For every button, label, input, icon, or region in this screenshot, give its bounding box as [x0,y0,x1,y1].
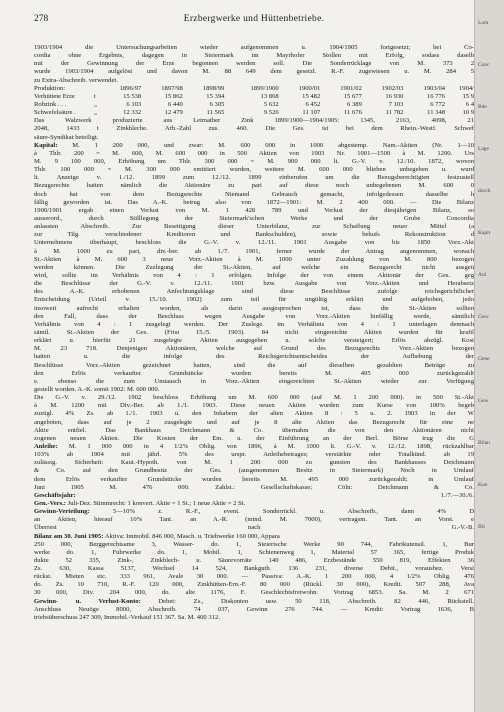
text-line: 30 000, Div. 204 000, do. alte 1176, F. Geschlechtsfreiwohn. Vortrag 6853. Sa. M. 2 671 [34,589,474,597]
year-cell: 1901/02 [340,84,362,92]
text-line: zu Extra-Abschreib. verwendet. [34,76,118,84]
value-cell: 6 440 [167,101,183,109]
value-cell: 15 394 [206,92,225,100]
text-line: dukte 52 335, Zink-, Zinkblech- u. Säurevorräte 140 486, Erzbestände 550 819, Effekten 36 [34,556,474,564]
text-line: die Beschlüsse der G.-V. v. 12./11. 1901 bzw. Ausgabe von Vorz.-Aktien und Herabsetz [34,280,474,288]
edge-fragment: Bilan [478,440,490,446]
year-cell: 1902/03 [381,84,404,92]
value-cell: 11 676 [343,109,362,117]
value-cell: 11 348 [427,109,446,117]
text-line: Die G.-V. v. 29./12. 1902 beschloss Erhöhung um M. 600 000 (auf M. 1 200 000). in 500 St.-Akt [34,394,474,402]
value-cell: 11 107 [302,109,321,117]
text-line: cordia ohne Ergebnis, dagegen in Steiermark im Mayrhofer Stollen mit Erfolg, sodass daselb [34,52,474,60]
text-line: Gewinn- u. Verlust-Konto: Debet: Zs., Diskonten usw. 50 118, Abschreib. 82 446, Rückstell. [34,597,474,605]
edge-fragment: durch [478,188,491,194]
text-line: fällig geworden ist. Das A.-K. betrug also von 1872—1901: M. 2 400 000. — Die Bilanz [34,198,474,206]
text-line: Kapital: M. 1 200 000, und zwar: M. 600 000 in 1000 abgestemp. Nam.-Aktien (Nr. 1—10 [34,141,474,149]
year-cell: 1897/98 [161,84,183,92]
text-line: den Fall, dass der Beschluss wegen Ausgabe von Vorz.-Aktien hinfällig werde, sämtlich [34,312,474,320]
text-line: zogenen neuen Aktien. Die Kosten der Em. u. der Einführung an der Berl. Börse trug die G [34,434,474,442]
text-line: Aktie entfiel. Das Bankhaus Deichmann & Co. übernahm die von den Aktionären nicht [34,426,474,434]
value-cell: 5 632 [263,101,279,109]
row-unit: „ [94,101,97,109]
row-label: Rohzink . . . [34,101,67,109]
text-line: e. ebenso die zum Umtausch in Vorz.-Aktien eingereichten St.-Aktien wieder zur Verfügung [34,377,474,385]
text-line: gestellt worden. A.-K. somit 1902: M. 600 000. [34,385,160,393]
production-row [34,109,474,117]
page-number: 278 [34,14,49,24]
text-line: Thlr. 100 000 = M. 300 000 emittiert wurden, weitere M. 600 000 blieben unbegeben u. wurd [34,166,474,174]
text-line: an Aktien, hierauf 10% Tant. an A.-R. (mind. M. 7000), vertragsm. Tant. an Vorst. e [34,516,474,524]
text-line: 103% ab 1904 mit jährl. 5% des urspr. Anleihebetrages; verstärkte oder Totalkünd. ab 19 [34,451,474,459]
value-cell: 13 868 [260,92,279,100]
edge-fragment: Anl [478,272,487,278]
text-line: 1903/1904 die Untersuchungsarbeiten wieder aufgenommen u. 1904/1905 fortgesetzt; bei Co- [34,44,474,51]
year-cell: 1896/97 [119,84,142,92]
text-line: angeboten, dass auf je 2 zusgelegte und auf je 8 alte Aktien das Bezugsrecht für eine ne [34,418,474,426]
edge-fragment: Gesc [478,314,489,320]
main-text [34,117,474,622]
value-cell: 12 332 [123,109,142,117]
text-line: Unternehmens überhaupt, beschloss die G.-V. v. 12./11. 1901 Ausgabe von bis 1850 Vorz.-Akt [34,239,474,247]
intro-paragraph [34,44,474,85]
text-line: Verhältnis von 4 : 1 zusgelegt werden. Der Zuslege. im Verhältnis von 4 : 1 unterlagen demnach [34,320,474,328]
edge-fragment: Gene [478,356,490,362]
edge-fragment: Bde [478,104,487,110]
text-line: Entscheidung (Urteil v. 15./10. 1902) zum teil für ungültig erklärt und aufgehoben, jedo [34,296,474,304]
text-line: 1900/1901 ergab einen Verlust von M. 1 428 789 und Verlust der diesjährigen Bilanz, so [34,206,474,214]
text-line: doch hat von dem Bezugsrechte Niemand Gebrauch gemacht, infolgedessen dasselbe h [34,190,474,198]
edge-fragment: Bil [478,524,485,530]
production-table [34,85,474,118]
row-unit: „ [94,109,97,117]
value-cell: 10 9 [462,109,474,117]
value-cell: 6 4 [465,101,474,109]
text-line: Bilanz am 30. Juni 1905: Aktiva: Immobil. 846 000, Masch. u. Triebwerke 160 000, Appara [34,532,280,540]
value-cell: 6 389 [347,101,362,109]
text-line: sämtl. St.-Aktien der Ges. (Frist 15./5. 1903). 84 nicht eingereichte Aktien wurden für kraftl [34,328,474,336]
production-header-row [34,85,474,93]
value-cell: 11 565 [206,109,225,117]
text-line: zulässig. Sicherheit: Kaut.-Hypoth. von M. 1 200 000 zu gunsten des Bankhauses Deichmann [34,459,474,467]
text-line: rückst. Mieten etc. 333 961, Avale 30 000. — Passiva: A.-K. 1 200 000, 4 1/2% Oblig. 476 [34,573,474,581]
value-cell: 9 526 [263,109,279,117]
text-line: Anschluss Neuöge 8000, Abschreib. 74 037, Gewinn 276 744. — Kredit: Vortrag 1636, B [34,605,474,613]
adjacent-page-edge [474,0,504,712]
value-cell: 15 538 [123,92,142,100]
production-row [34,101,474,109]
text-line: insoweit aufrecht erhalten worden, als darin ausgesprochen ist, dass die St.-Aktien sollten [34,304,474,312]
text-line: 250 000, Berggerechtsame 3, Wasser- do. 1, Steierische Werke 90 744, Fabrikutensil. 1, Bur [34,540,474,548]
value-cell: 12 479 [164,109,183,117]
row-label: Schwefelsäure . [34,109,76,117]
text-line: à M. 1200 mit Div.-Ber. ab 1./1. 1903. Diese neuen Aktien wurden zum Kurse von 100% begeb [34,402,474,410]
text-line: werden können. Die Zuzlegung der St.-Aktien, auf welche ein Bezugsrecht nicht ausgeü [34,263,474,271]
page-body [34,44,474,622]
text-line: Überrest nach G.-V.-B. [34,524,474,532]
text-line: Gen.-Vers.: Juli-Dez. Stimmrecht: 1 konvert. Aktie = 1 St.; 1 neue Aktie = 2 St. [34,499,246,507]
text-line: St.-Aktien à M. 600 3 neue Vorz.-Aktien à M. 1000 unter Zuzahlung von M. 800 bezogen [34,255,474,263]
value-cell: 15 9 [462,92,474,100]
text-line: Gewinn-Verteilung: 5—10% z. R.-F., event. Sonderrückl. u. Abschreib., dann 4% D [34,508,474,516]
text-line: zur Tilg. verschiedener Kreditoren und Bankschulden), sowie behufs Rekonstruktion d [34,231,474,239]
value-cell: 16 776 [426,92,446,100]
year-cell: 1900/01 [298,84,321,92]
edge-fragment: Kun [478,482,488,488]
row-label: Verhüttete Erze [34,92,75,100]
page-header [34,14,474,28]
year-cell: 1899/1900 [250,84,279,92]
running-title: Erzbergwerke und Hüttenbetriebe. [183,14,325,24]
text-line: Bezugsrechte hatten nämlich die Aktionäre zu pari auf diese noch unbegebenen M. 600 0 [34,182,474,190]
text-line: Das Walzwerk produzierte aus Letmather Zink 1899/1900—1904/1905: 1345, 2163, 4098, 21 [34,117,474,125]
year-cell: 1903/04 [423,84,446,92]
production-row [34,93,474,101]
value-cell: 6 772 [430,101,446,109]
edge-fragment: Lom [478,20,489,26]
year-cell: 1904/ [458,84,474,92]
row-unit: t [94,92,96,100]
value-cell: 7 103 [388,101,404,109]
text-line: Zs. 630, Kassa 5137, Wechsel 14 524, Bankguth. 136 231, diverse Debit., vorausbez. Versi [34,565,474,573]
text-line: à M. 1000 zu pari, div.-ber. ab 1./7. 1901, ferner wurde der Antrag angenommen, wonach [34,247,474,255]
text-line: ausserord., durch Stilllegung der Steiermark'schen Werke und der Grube Concordia [34,215,474,223]
value-cell: 15 482 [302,92,321,100]
text-line: lt. Anzeige v. 1./12. 1899 zum 12./12. 1899 einberufen um die Bezugsberechtigten festzustell [34,174,474,182]
text-line: Juni 1905 M. 476 000. Zahlst.: Gesellschaftskasse; Cöln: Deichmann & Co. [34,483,474,491]
text-line: mit der Gewinnung der Erze begonnen werden soll. Die Sonderrücklage von M. 373 2 [34,60,474,68]
text-line: anlassten Abschreib. Zur Beseitigung dieser Unterbilanz, zur Schaffung neuer Mittel (a [34,223,474,231]
text-line: Geschäftsjahr: 1./7.—30./6. [34,491,474,499]
edge-fragment: Conc [478,62,490,68]
text-line: M. 9 100 000, Erhöhung um Thlr. 300 000 = M. 900 000 lt. G.-V. v. 12./10. 1872, wovon [34,158,474,166]
text-line: den Erlös verkaufter Grundstücke wurden bereits M. 495 000 zurückgezahlt [34,369,474,377]
production-label: Produktion: [34,84,66,92]
edge-fragment: Kapit [478,230,491,236]
text-line: Beschlüsse Vorz.-Aktien gezeichnet hatten, sind die auf dieselben gezahlten Beträge zu [34,361,474,369]
text-line: wird, sollte im Verhältnis von 4 : 1 erfolgen. Infolge der von einem Aktionär der Ges. geg [34,272,474,279]
text-line: M. 23 718. Denjenigen Aktionären, welche auf Grund des Bezugsrechts Vorz.-Aktien bezogen [34,345,474,353]
text-line: Anleihe: M. 1 000 000 in 4 1/2% Oblig. von 1896, à M. 1000 lt. G.-V. v. 12./12. 1898, rückzahlbar [34,442,474,450]
text-line: à Thlr. 200 = M. 600, M. 600 000 in 500 Aktien von 1903 Nr. 1001—1500 à M. 1200. Urs [34,149,474,157]
value-cell: 16 930 [385,92,404,100]
value-cell: 6 103 [126,101,142,109]
text-line: wurde 1903/1904 aufgelöst und davon M. 88 649 dem gesetzl. R.-F. zugewiesen u. M. 284 5 [34,68,474,76]
text-line: triebsüberschuss 247 309, Immobil.-Verkauf 151 367. Sa. M. 400 312. [34,613,220,621]
value-cell: 11 782 [385,109,404,117]
edge-fragment: Gew [478,398,489,404]
value-cell: 6 452 [305,101,321,109]
text-line: do. Zs. 10 710, R.-F. 120 000, Zinkhütten-Ern.-F. 80 000 (Rückl. 30 000), Kredit. 507 288, Ava [34,581,474,589]
text-line: hatten u. die infolge des Reichsgerichtsentscheides der Aufhebung der [34,353,474,361]
value-cell: 15 862 [164,92,183,100]
text-line: zuzügl. 4% Zs. ab 1./1. 1903 u. den Inhabern der alten Aktien 8 : 5 u. 2. 1903 in der W [34,410,474,418]
text-line: dem Erlös verkaufter Grundstücke wurden bereits M. 495 000 zurückgezahlt; in Umlauf [34,475,474,483]
text-line: & Co. auf den Grundbesitz der Ges. (ausgenommen Besitz in Steiermark) Noch in Umlauf [34,467,474,475]
text-line: erklärt u. hierfür 21 zusgelegte Aktien ausgegeben u. solche versteigert; Erlös abzügl. Kost [34,337,474,345]
edge-fragment: Lage [478,146,489,152]
text-line: werke do. 1, Fuhrwerke do. 1, Mobil. 1, Schienenweg 1, Material 57 365, fertige Produk [34,548,474,556]
text-line: des A.-K. erhobenen Anfechtungsklage sind diese Beschlüsse zufolge reichsgerichtlicher [34,288,474,296]
value-cell: 6 305 [209,101,225,109]
text-line: 2048, 1433 t Zinkbleche. Arb.-Zahl zus. 460. Die Ges. ist bei dem Rhein.-Westf. Schwef [34,125,474,133]
text-line: säure-Syndikat beteiligt. [34,133,99,141]
year-cell: 1898/99 [202,84,225,92]
value-cell: 15 677 [343,92,362,100]
